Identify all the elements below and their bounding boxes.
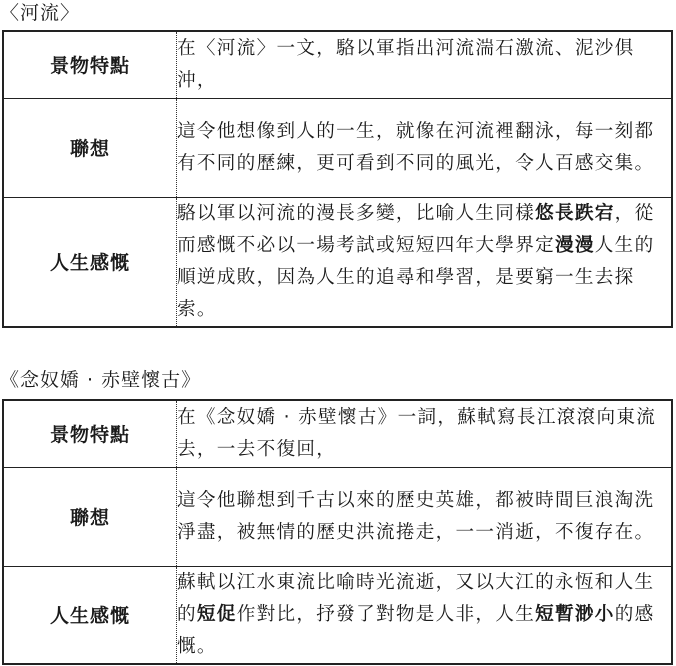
- comparison-table: [2, 399, 673, 665]
- row-content: [177, 566, 673, 664]
- text-segment: ，從而感慨不必以一場考試或短短四年大學界定: [177, 202, 655, 256]
- text-segment: 在〈河流〉一文，駱以軍指出河流湍石激流、泥沙俱沖，: [177, 37, 635, 91]
- table-row: [3, 98, 672, 197]
- comparison-table: [2, 30, 673, 328]
- row-label: 人生感慨: [3, 566, 177, 664]
- section-title: 《念奴嬌 · 赤壁懷古》: [0, 369, 202, 391]
- section-title: 〈河流〉: [0, 2, 81, 24]
- table-row: [3, 566, 672, 664]
- row-content: [177, 400, 673, 467]
- row-label: 景物特點: [3, 31, 177, 98]
- table-row: [3, 400, 672, 467]
- emphasis-text: 漫漫: [554, 234, 595, 256]
- row-label: 聯想: [3, 467, 177, 566]
- row-content: [177, 197, 673, 327]
- text-segment: 人生的順逆成敗，因為人生的追尋和學習，是要窮一生去探索。: [177, 234, 655, 320]
- table-row: [3, 197, 672, 327]
- table-row: [3, 31, 672, 98]
- table-row: [3, 467, 672, 566]
- row-label: 聯想: [3, 98, 177, 197]
- text-segment: 在《念奴嬌 · 赤壁懷古》一詞，蘇軾寫長江滾滾向東流去，一去不復回，: [177, 406, 657, 460]
- text-segment: 的感慨。: [177, 603, 655, 657]
- emphasis-text: 短促: [196, 603, 237, 625]
- emphasis-text: 短暫渺小: [535, 603, 615, 625]
- row-content: [177, 98, 673, 197]
- row-content: [177, 31, 673, 98]
- text-segment: 蘇軾以江水東流比喻時光流逝，又以大江的永恆和人生的: [177, 571, 655, 625]
- text-segment: 這令他聯想到千古以來的歷史英雄，都被時間巨浪淘洗淨盡，被無情的歷史洪流捲走，一一消逝，不復存在。: [177, 489, 655, 543]
- text-segment: 駱以軍以河流的漫長多變，比喻人生同樣: [177, 202, 536, 224]
- emphasis-text: 悠長跌宕: [535, 202, 615, 224]
- text-segment: 這令他想像到人的一生，就像在河流裡翻泳，每一刻都有不同的歷練，更可看到不同的風光，令人百感交集。: [177, 120, 655, 174]
- text-segment: 作對比，抒發了對物是人非，人生: [236, 603, 536, 625]
- row-label: 景物特點: [3, 400, 177, 467]
- row-label: 人生感慨: [3, 197, 177, 327]
- row-content: [177, 467, 673, 566]
